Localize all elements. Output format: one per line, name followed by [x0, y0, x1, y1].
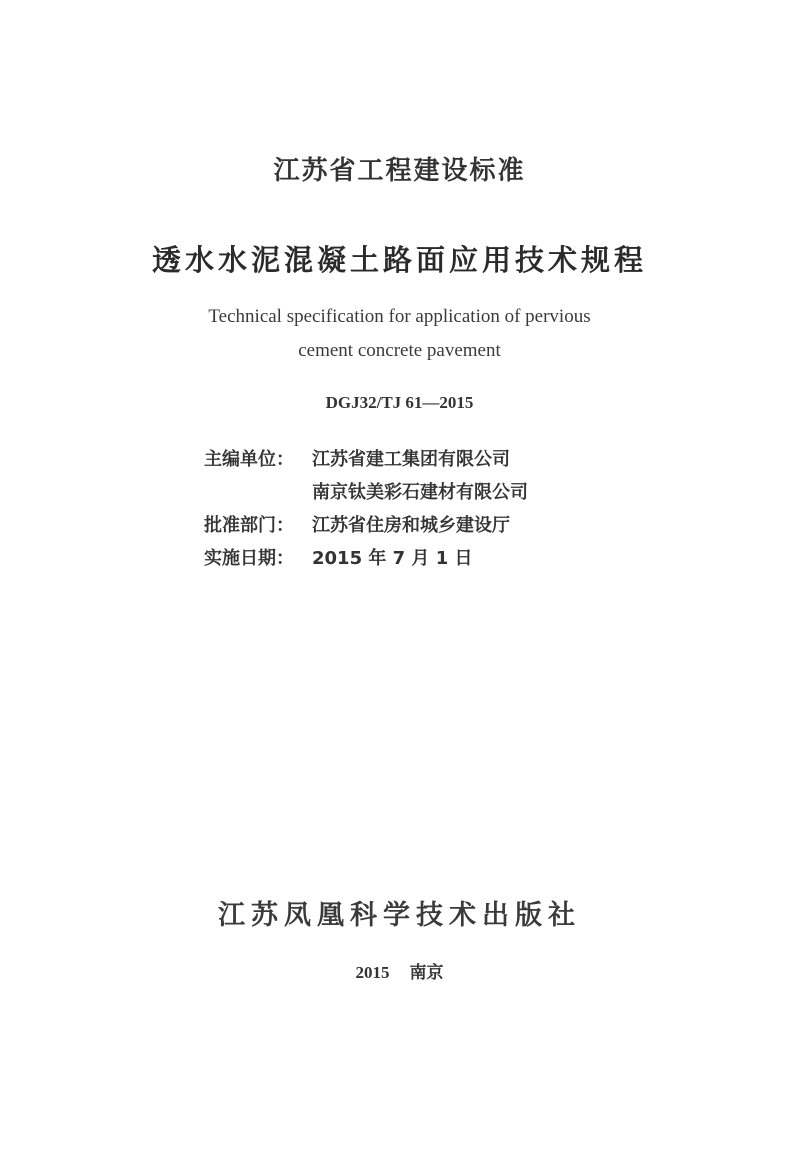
- publisher-name: 江苏凤凰科学技术出版社: [218, 900, 581, 931]
- info-row-chief-editor: [204, 445, 510, 471]
- info-label: 主编单位：: [204, 449, 294, 470]
- publication-place: 南京: [409, 963, 444, 983]
- info-row-effective-date: [204, 544, 472, 570]
- document-title-english-line-1: Technical specification for application of pervious: [208, 306, 591, 327]
- publication-year: 2015: [355, 963, 390, 982]
- info-label: 批准部门：: [204, 515, 294, 536]
- standard-number: DGJ32/TJ 61—2015: [325, 393, 474, 412]
- document-title-english-line-2: cement concrete pavement: [298, 340, 501, 361]
- info-value: 江苏省住房和城乡建设厅: [312, 515, 510, 536]
- info-value: 2015 年 7 月 1 日: [312, 548, 473, 569]
- publication-line: [0, 958, 799, 983]
- document-title-chinese: 透水水泥混凝土路面应用技术规程: [151, 243, 647, 277]
- info-row-co-editor: [204, 478, 528, 504]
- info-value: 南京钛美彩石建材有限公司: [312, 482, 528, 503]
- series-title: 江苏省工程建设标准: [273, 156, 526, 186]
- info-row-approving-authority: [204, 511, 510, 537]
- info-label: 实施日期：: [204, 548, 294, 569]
- info-value: 江苏省建工集团有限公司: [312, 449, 510, 470]
